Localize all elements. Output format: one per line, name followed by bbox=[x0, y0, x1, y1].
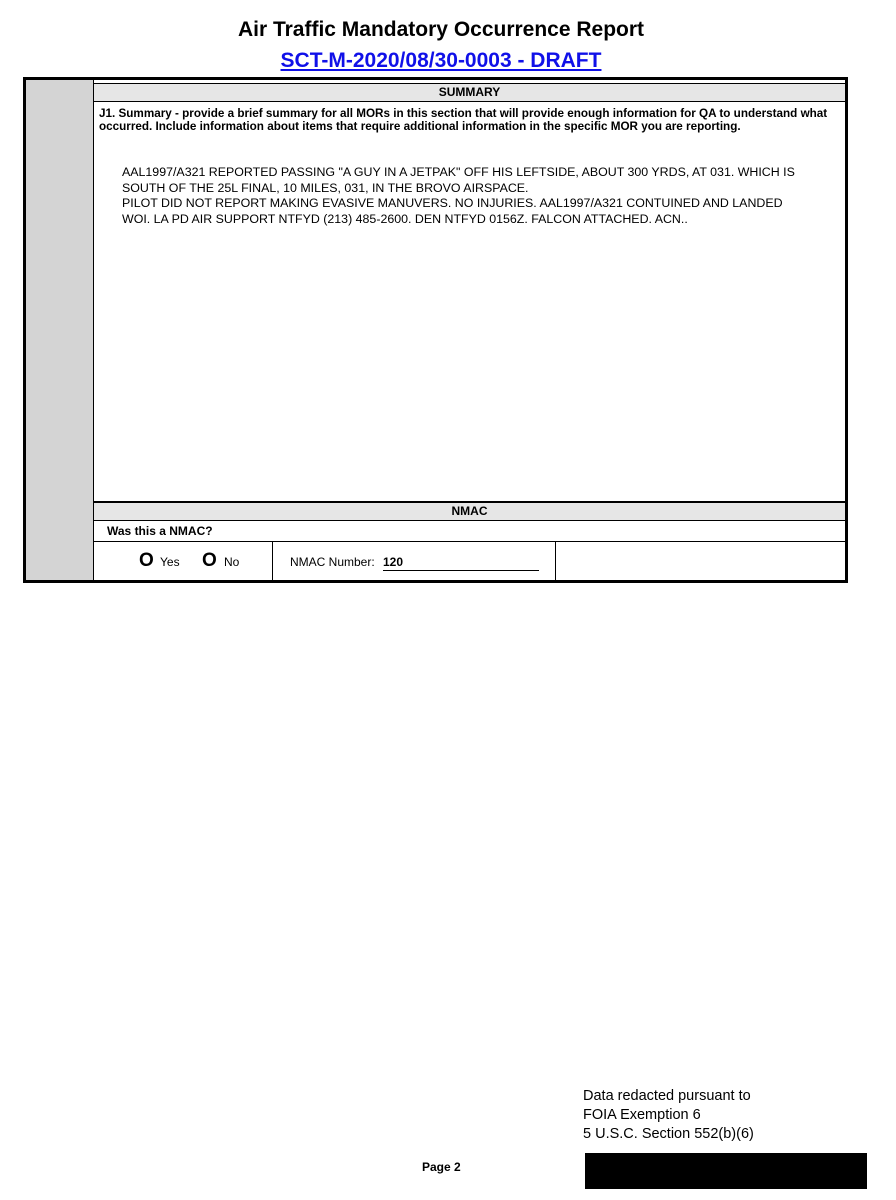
nmac-number-label: NMAC Number: bbox=[290, 555, 375, 569]
report-id-link[interactable]: SCT-M-2020/08/30-0003 - DRAFT bbox=[280, 49, 602, 72]
nmac-question-row bbox=[94, 521, 845, 542]
page-number: Page 2 bbox=[422, 1160, 461, 1174]
redaction-line: Data redacted pursuant to bbox=[583, 1088, 751, 1104]
redaction-bar bbox=[585, 1153, 867, 1189]
redaction-line: FOIA Exemption 6 bbox=[583, 1107, 701, 1123]
left-margin-column bbox=[26, 80, 94, 580]
summary-narrative bbox=[122, 165, 834, 227]
nmac-no-radio[interactable]: O bbox=[202, 550, 217, 571]
nmac-no-label: No bbox=[224, 555, 240, 569]
narrative-line: WOI. LA PD AIR SUPPORT NTFYD (213) 485-2600. DEN NTFYD 0156Z. FALCON ATTACHED. ACN.. bbox=[122, 211, 688, 226]
redaction-notice bbox=[583, 1087, 754, 1144]
narrative-line: AAL1997/A321 REPORTED PASSING "A GUY IN A JETPAK" OFF HIS LEFTSIDE, ABOUT 300 YRDS, AT 031. WHICH IS bbox=[122, 165, 795, 179]
narrative-line: PILOT DID NOT REPORT MAKING EVASIVE MANUVERS. NO INJURIES. AAL1997/A321 CONTUINED AND LANDED bbox=[122, 196, 783, 210]
nmac-yes-radio[interactable]: O bbox=[139, 550, 154, 571]
redaction-line: 5 U.S.C. Section 552(b)(6) bbox=[583, 1126, 754, 1142]
nmac-answer-row bbox=[94, 542, 845, 580]
report-title: Air Traffic Mandatory Occurrence Report bbox=[237, 18, 645, 41]
nmac-radio-group bbox=[94, 542, 273, 580]
nmac-section-heading: NMAC bbox=[94, 501, 845, 521]
summary-section-heading: SUMMARY bbox=[94, 83, 845, 102]
nmac-question: Was this a NMAC? bbox=[107, 524, 213, 538]
narrative-line: SOUTH OF THE 25L FINAL, 10 MILES, 031, IN THE BROVO AIRSPACE. bbox=[122, 180, 529, 195]
summary-prompt: J1. Summary - provide a brief summary for all MORs in this section that will provide enough information for QA to understand what occurred. Include information about items that require additional information in the specific MOR you are reporting. bbox=[99, 107, 828, 133]
nmac-number-cell bbox=[273, 542, 556, 580]
nmac-yes-label: Yes bbox=[160, 555, 180, 569]
report-form-frame bbox=[23, 77, 848, 583]
nmac-number-field[interactable]: 120 bbox=[383, 555, 539, 571]
